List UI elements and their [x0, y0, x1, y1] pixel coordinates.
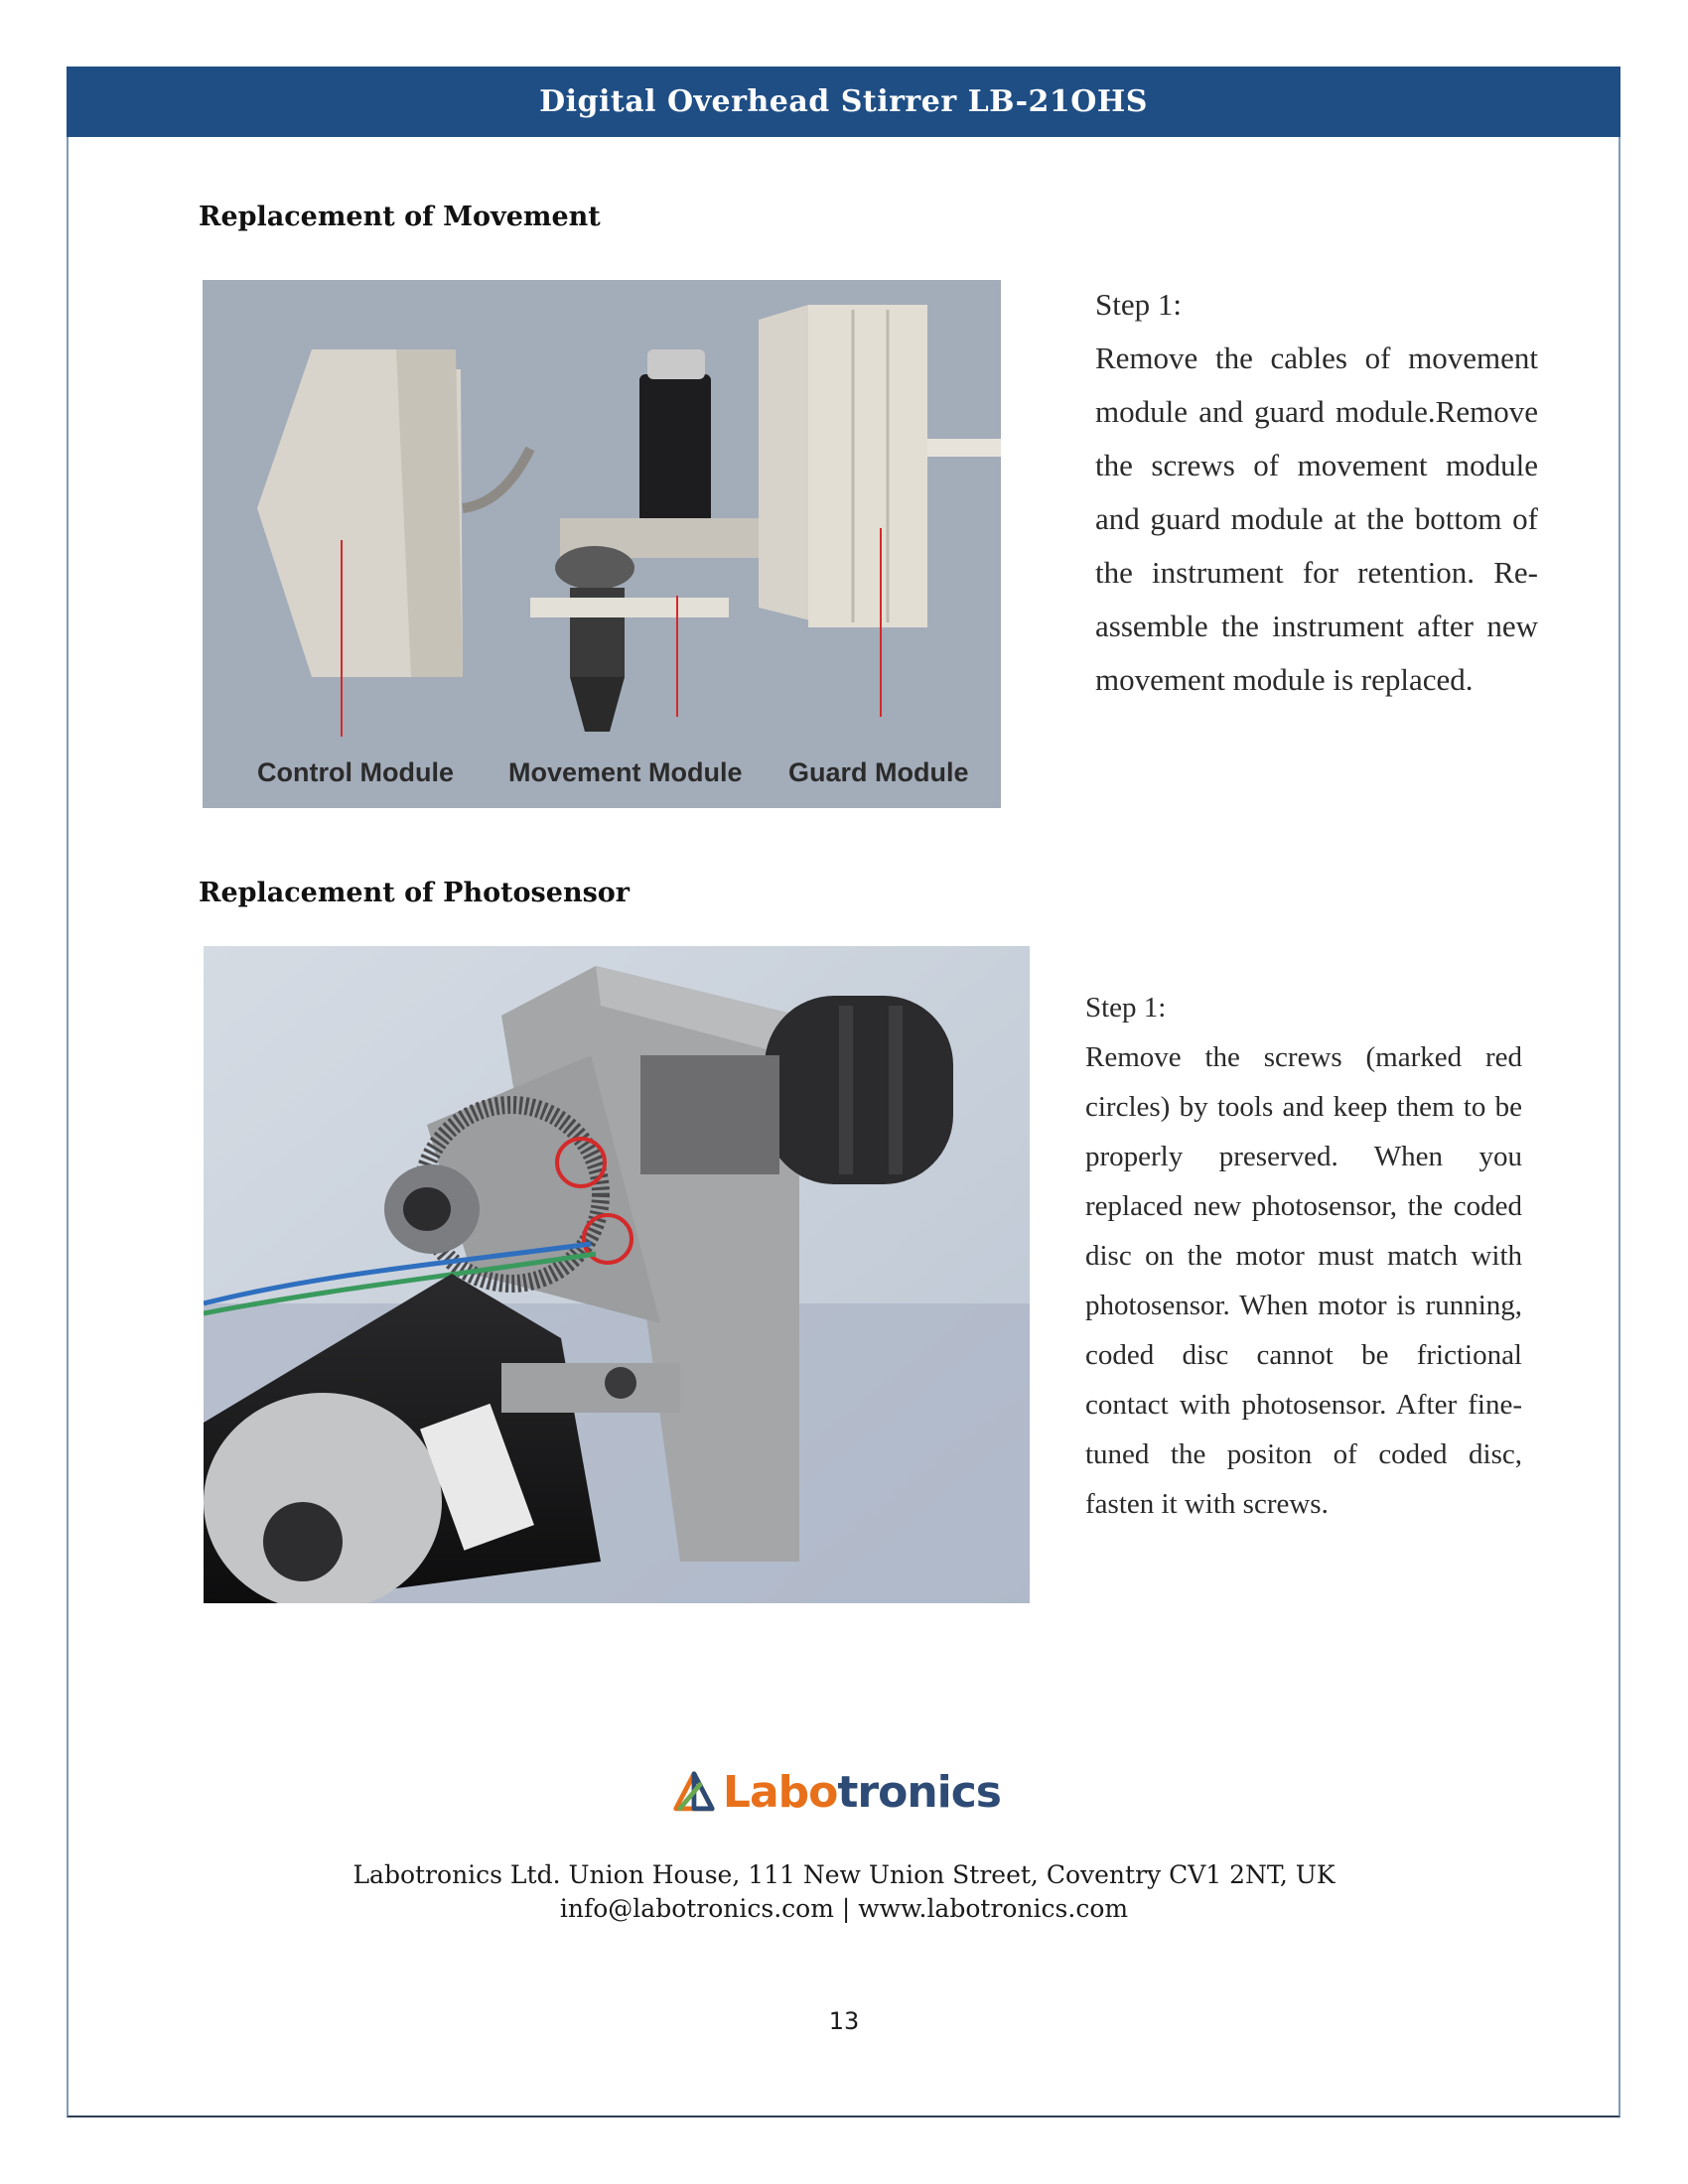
step-body: Remove the screws (marked red circles) by tools and keep them to be properly preserved. When you replaced new photosensor, the coded disc on the motor must match with photosensor. When motor is running, coded disc cannot be frictional contact with photosensor. After fine-tuned the positon of coded disc, fasten it with screws.	[1085, 1041, 1522, 1520]
movement-module-photo	[203, 280, 1001, 808]
triangle-logo-icon	[673, 1761, 715, 1823]
footer-contact: info@labotronics.com | www.labotronics.com	[559, 1894, 1129, 1923]
control-module-label: Control Module	[257, 757, 454, 787]
step-instructions-movement	[1095, 278, 1538, 707]
page-number: 13	[828, 2007, 860, 2035]
section-heading-movement: Replacement of Movement	[199, 202, 601, 232]
guard-module-label: Guard Module	[788, 757, 969, 787]
movement-module-label: Movement Module	[508, 757, 743, 787]
step-body: Remove the cables of movement module and guard module.Remove the screws of movement module and guard module at the bottom of the instrument for retention. Re-assemble the instrument after new movement module is replaced.	[1095, 341, 1538, 697]
footer-address: Labotronics Ltd. Union House, 111 New Union Street, Coventry CV1 2NT, UK	[352, 1860, 1336, 1889]
section-heading-photosensor: Replacement of Photosensor	[199, 878, 631, 908]
logo-wordmark-part2: tronics	[837, 1766, 1001, 1818]
step-title: Step 1:	[1095, 287, 1182, 322]
photosensor-photo	[204, 946, 1030, 1603]
step-instructions-photosensor	[1085, 983, 1522, 1529]
document-title: Digital Overhead Stirrer LB-21OHS	[539, 84, 1148, 119]
page-header	[67, 67, 1620, 137]
labotronics-logo	[673, 1752, 1001, 1832]
logo-wordmark-part1: Labo	[722, 1766, 838, 1818]
step-title: Step 1:	[1085, 992, 1167, 1024]
